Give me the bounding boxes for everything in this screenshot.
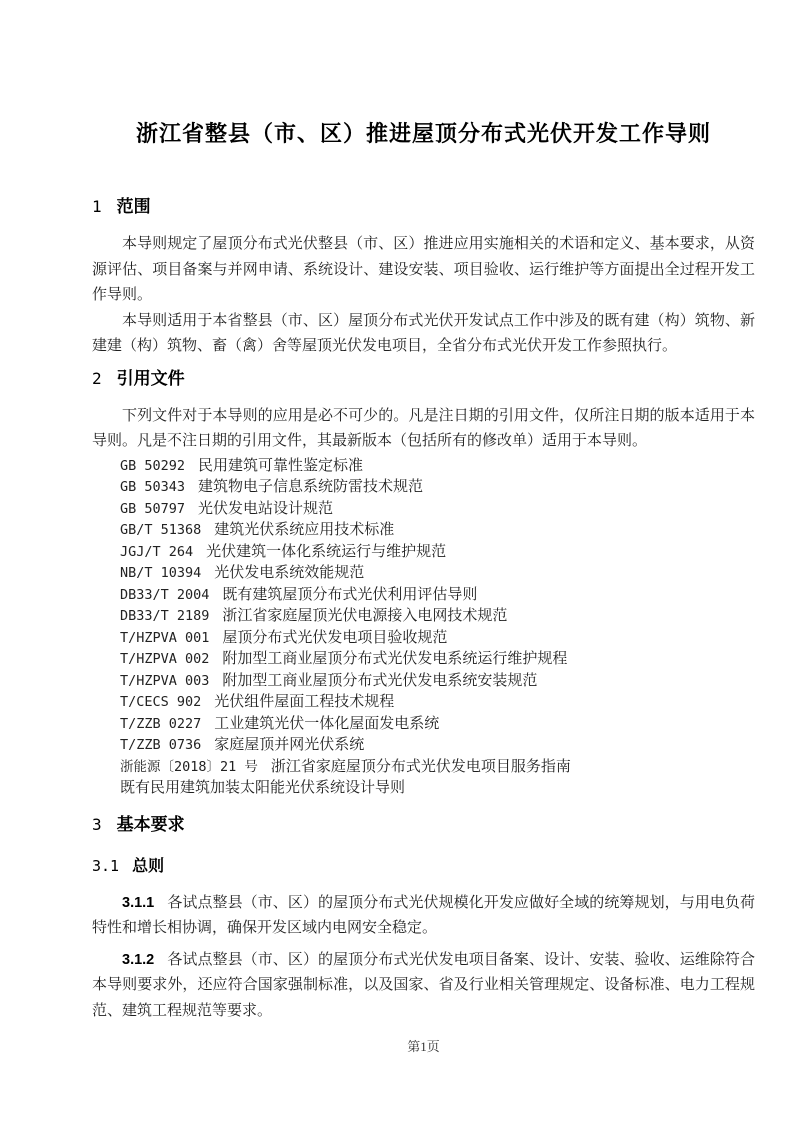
section-1-heading bbox=[92, 196, 755, 218]
reference-title: 建筑光伏系统应用技术标准 bbox=[214, 522, 395, 538]
clause-3-1-1-number: 3.1.1 bbox=[122, 894, 155, 911]
reference-title: 光伏组件屋面工程技术规程 bbox=[214, 694, 395, 710]
reference-code: NB/T 10394 bbox=[120, 565, 202, 581]
section-2-label: 引用文件 bbox=[116, 368, 185, 388]
reference-code: T/HZPVA 002 bbox=[120, 651, 210, 667]
reference-item bbox=[120, 778, 755, 800]
reference-title: 光伏发电系统效能规范 bbox=[214, 565, 365, 581]
reference-code: DB33/T 2004 bbox=[120, 586, 210, 603]
reference-item bbox=[120, 542, 755, 564]
page-title: 浙江省整县（市、区）推进屋顶分布式光伏开发工作导则 bbox=[135, 121, 711, 146]
clause-3-1-1 bbox=[92, 891, 755, 942]
reference-item bbox=[120, 477, 755, 499]
reference-item bbox=[120, 671, 755, 693]
reference-code: T/HZPVA 003 bbox=[120, 672, 210, 689]
section-3-label: 基本要求 bbox=[116, 814, 185, 834]
page-number: 第1页 bbox=[407, 1039, 440, 1054]
reference-item bbox=[120, 606, 755, 628]
reference-list bbox=[92, 455, 755, 800]
section-1-number: 1 bbox=[92, 197, 102, 216]
reference-title: 工业建筑光伏一体化屋面发电系统 bbox=[214, 715, 440, 732]
reference-code: T/CECS 902 bbox=[120, 694, 202, 710]
reference-code: JGJ/T 264 bbox=[120, 543, 194, 560]
reference-item bbox=[120, 628, 755, 650]
reference-item bbox=[120, 692, 755, 714]
reference-code: GB/T 51368 bbox=[120, 522, 202, 538]
reference-title: 屋顶分布式光伏发电项目验收规范 bbox=[222, 629, 448, 646]
reference-item bbox=[120, 585, 755, 607]
reference-title: 浙江省家庭屋顶光伏电源接入电网技术规范 bbox=[222, 608, 508, 624]
reference-item bbox=[120, 757, 755, 779]
section-2-heading bbox=[92, 368, 755, 390]
reference-item bbox=[120, 456, 755, 478]
section-2-number: 2 bbox=[92, 368, 102, 388]
section-3-number: 3 bbox=[92, 814, 102, 834]
reference-title: 家庭屋顶并网光伏系统 bbox=[214, 737, 365, 753]
reference-code: T/ZZB 0736 bbox=[120, 737, 202, 753]
reference-item bbox=[120, 499, 755, 521]
reference-title: 民用建筑可靠性鉴定标准 bbox=[198, 457, 364, 474]
clause-3-1-2-text: 各试点整县（市、区）的屋顶分布式光伏发电项目备案、设计、安装、验收、运维除符合本导则要求外，还应符合国家强制标准，以及国家、省及行业相关管理规定、设备标准、电力工程规范、建筑工程规范等要求。 bbox=[92, 951, 755, 1019]
reference-item bbox=[120, 520, 755, 542]
reference-code: GB 50292 bbox=[120, 457, 186, 474]
reference-item bbox=[120, 714, 755, 736]
subsection-3-1-label: 总则 bbox=[132, 857, 165, 875]
reference-title: 附加型工商业屋顶分布式光伏发电系统运行维护规程 bbox=[222, 651, 568, 667]
reference-title: 既有建筑屋顶分布式光伏利用评估导则 bbox=[222, 586, 478, 603]
reference-code: DB33/T 2189 bbox=[120, 608, 210, 624]
reference-code: GB 50797 bbox=[120, 500, 186, 517]
reference-code: T/ZZB 0227 bbox=[120, 715, 202, 732]
section-1-paragraph-2: 本导则适用于本省整县（市、区）屋顶分布式光伏开发试点工作中涉及的既有建（构）筑物、新建建（构）筑物、畜（禽）舍等屋顶光伏发电项目，全省分布式光伏开发工作参照执行。 bbox=[92, 312, 755, 354]
reference-code: GB 50343 bbox=[120, 479, 186, 495]
section-3-heading bbox=[92, 814, 755, 836]
reference-title: 既有民用建筑加装太阳能光伏系统设计导则 bbox=[120, 780, 406, 796]
reference-title: 光伏建筑一体化系统运行与维护规范 bbox=[206, 543, 447, 560]
clause-3-1-2-number: 3.1.2 bbox=[122, 951, 155, 968]
subsection-3-1-heading bbox=[92, 856, 755, 877]
reference-title: 附加型工商业屋顶分布式光伏发电系统安装规范 bbox=[222, 672, 538, 689]
page-footer bbox=[92, 1036, 755, 1055]
subsection-3-1-number: 3.1 bbox=[92, 856, 120, 875]
reference-title: 光伏发电站设计规范 bbox=[198, 500, 334, 517]
reference-item bbox=[120, 563, 755, 585]
section-2-intro: 下列文件对于本导则的应用是必不可少的。凡是注日期的引用文件，仅所注日期的版本适用于本导则。凡是不注日期的引用文件，其最新版本（包括所有的修改单）适用于本导则。 bbox=[92, 407, 755, 449]
section-1-label: 范围 bbox=[116, 197, 151, 216]
reference-code: 浙能源〔2018〕21 号 bbox=[120, 758, 258, 775]
reference-title: 建筑物电子信息系统防雷技术规范 bbox=[198, 479, 424, 495]
reference-code: T/HZPVA 001 bbox=[120, 629, 210, 646]
reference-item bbox=[120, 735, 755, 757]
reference-item bbox=[120, 649, 755, 671]
section-1-paragraph-1: 本导则规定了屋顶分布式光伏整县（市、区）推进应用实施相关的术语和定义、基本要求，从资源评估、项目备案与并网申请、系统设计、建设安装、项目验收、运行维护等方面提出全过程开发工作导则。 bbox=[92, 236, 755, 303]
clause-3-1-1-text: 各试点整县（市、区）的屋顶分布式光伏规模化开发应做好全域的统筹规划，与用电负荷特性和增长相协调，确保开发区域内电网安全稳定。 bbox=[92, 894, 755, 936]
reference-title: 浙江省家庭屋顶分布式光伏发电项目服务指南 bbox=[270, 758, 571, 775]
clause-3-1-2 bbox=[92, 948, 755, 1025]
